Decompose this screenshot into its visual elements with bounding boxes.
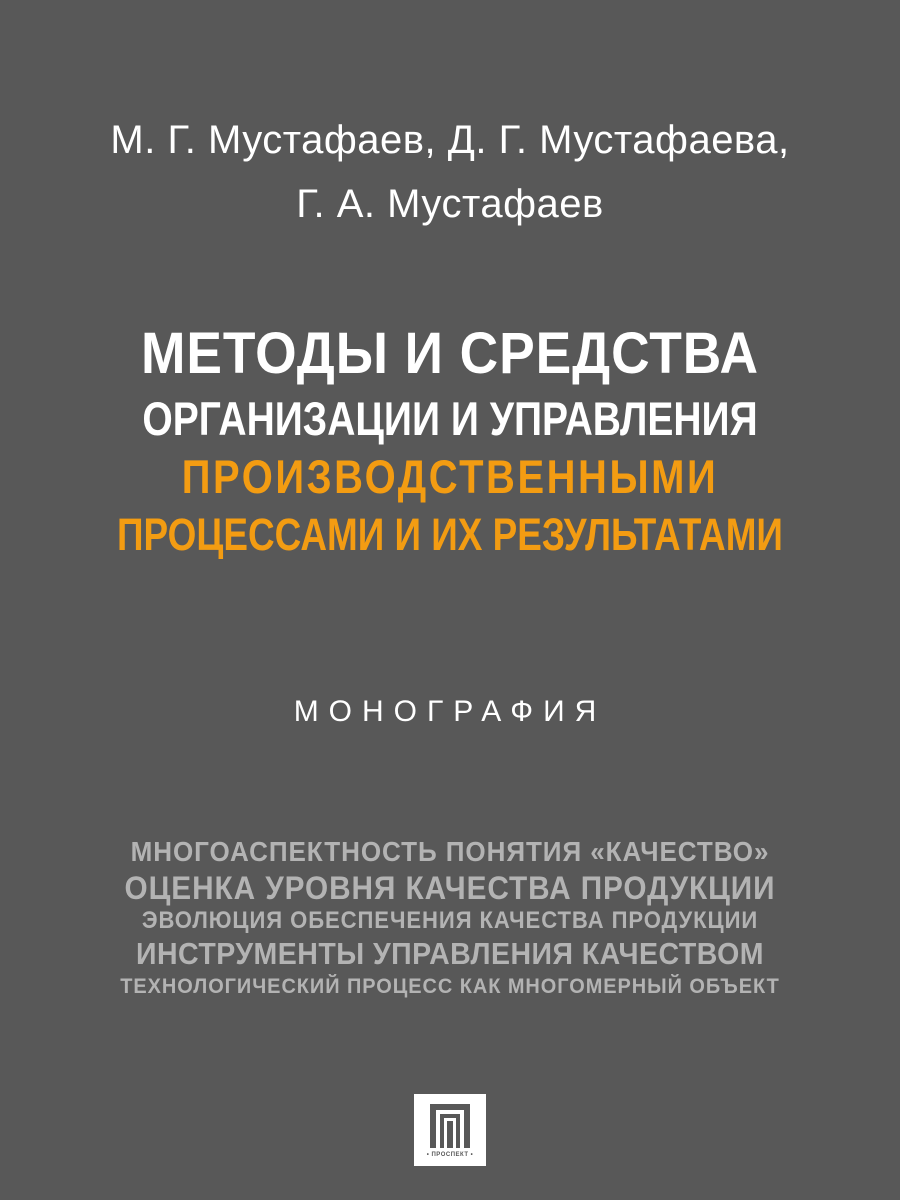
title-line-4: ПРОЦЕССАМИ И ИХ РЕЗУЛЬТАТАМИ: [117, 509, 783, 560]
publisher-logo: [414, 1094, 486, 1166]
topic-item: ОЦЕНКА УРОВНЯ КАЧЕСТВА ПРОДУКЦИИ: [124, 870, 776, 906]
topic-item: ТЕХНОЛОГИЧЕСКИЙ ПРОЦЕСС КАК МНОГОМЕРНЫЙ ОБЪЕКТ: [120, 975, 780, 998]
topic-item: ИНСТРУМЕНТЫ УПРАВЛЕНИЯ КАЧЕСТВОМ: [136, 936, 764, 971]
book-genre: МОНОГРАФИЯ: [293, 695, 607, 728]
publisher-name: • ПРОСПЕКТ •: [426, 1152, 474, 1158]
authors-line-1: М. Г. Мустафаев, Д. Г. Мустафаева,: [110, 118, 790, 162]
authors: [0, 108, 900, 236]
topic-item: МНОГОАСПЕКТНОСТЬ ПОНЯТИЯ «КАЧЕСТВО»: [130, 836, 770, 867]
authors-line-2: Г. А. Мустафаев: [296, 182, 604, 226]
title-line-3: ПРОИЗВОДСТВЕННЫМИ: [181, 450, 719, 503]
topics-list: [0, 834, 900, 1002]
topic-item: ЭВОЛЮЦИЯ ОБЕСПЕЧЕНИЯ КАЧЕСТВА ПРОДУКЦИИ: [141, 907, 759, 934]
title-line-1: МЕТОДЫ И СРЕДСТВА: [141, 321, 759, 386]
title-line-2: ОРГАНИЗАЦИИ И УПРАВЛЕНИЯ: [142, 392, 758, 445]
book-title: [0, 318, 900, 564]
